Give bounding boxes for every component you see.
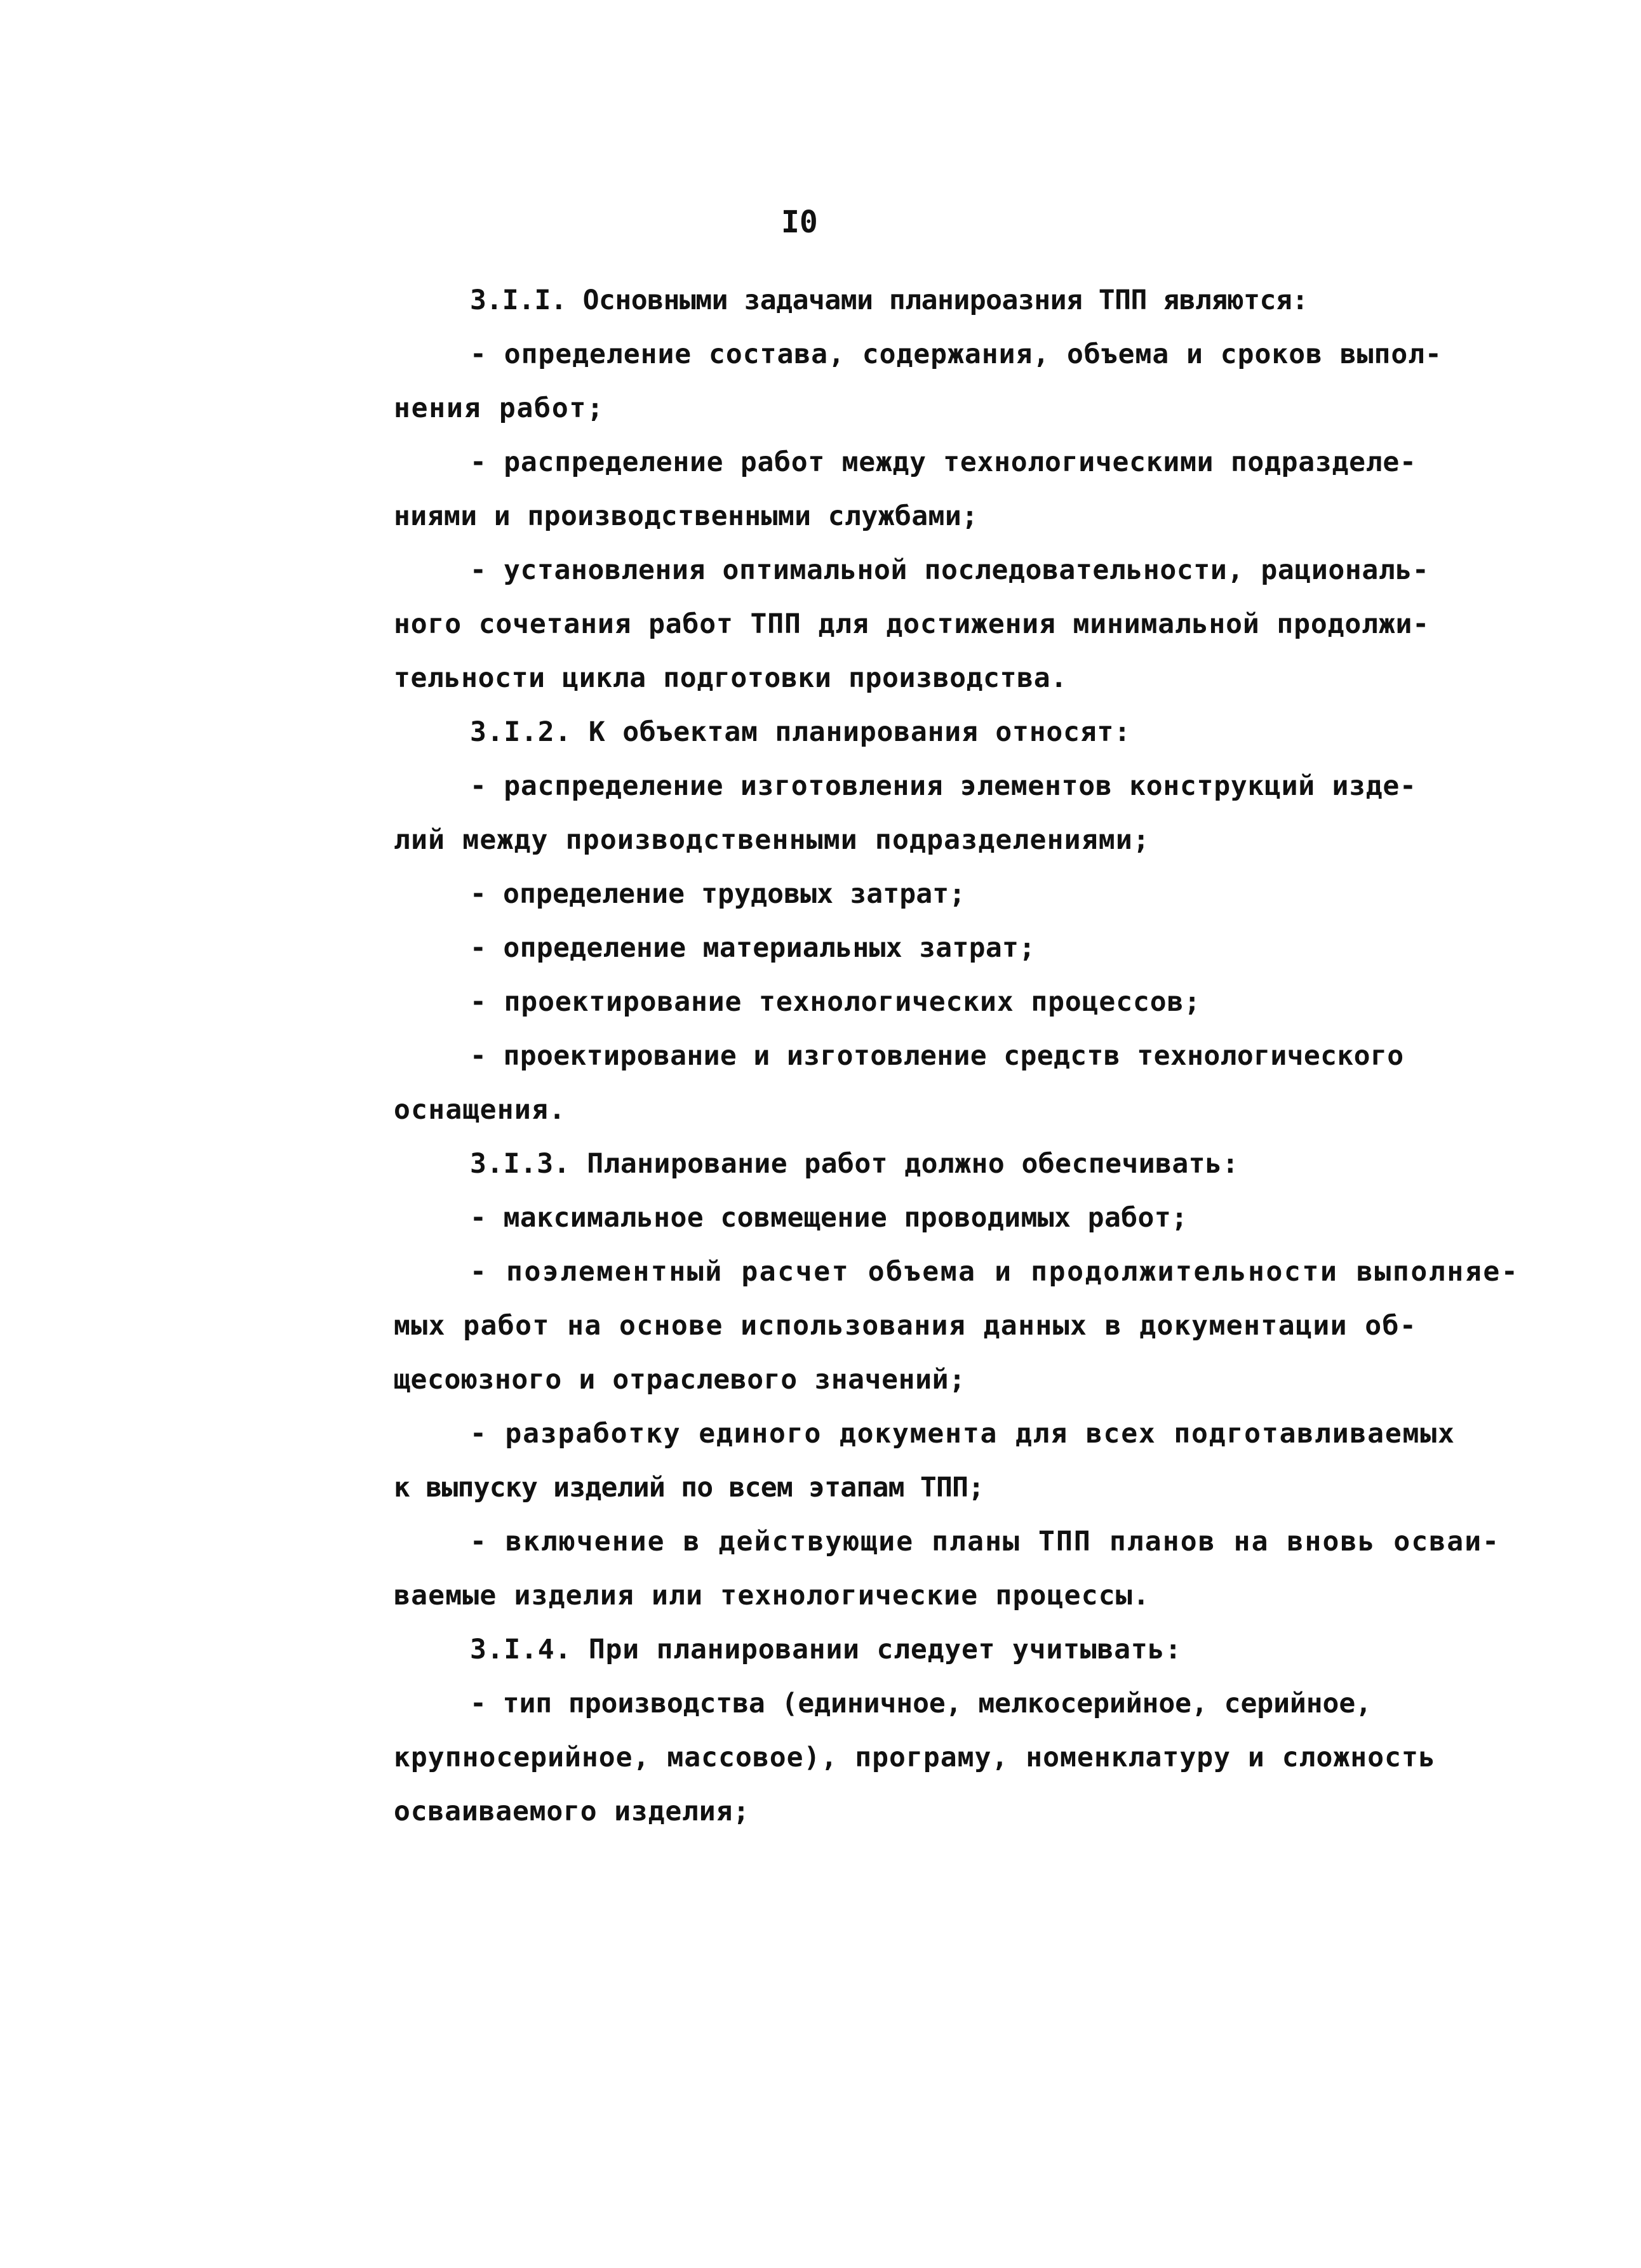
text-line-p311-item-3-line-1: - установления оптимальной последовательности, рациональ- [470, 554, 1430, 586]
text-line-p311-item-2-line-1: - распределение работ между технологическими подразделе- [470, 446, 1417, 478]
text-line-p313-item-4-line-2: ваемые изделия или технологические процессы. [394, 1580, 1150, 1611]
text-line-p312-item-1-line-1: - распределение изготовления элементов конструкций изде- [470, 770, 1417, 802]
text-line-p313-item-3-line-1: - разработку единого документа для всех подготавливаемых [470, 1418, 1456, 1450]
text-line-p312-item-4: - проектирование технологических процессов; [470, 986, 1202, 1018]
text-line-p311-item-1-line-2: нения работ; [394, 392, 605, 424]
text-line-p314-item-1-line-1: - тип производства (единичное, мелкосерийное, серийное, [470, 1688, 1372, 1719]
text-line-p313-item-4-line-1: - включение в действующие планы ТПП планов на вновь осваи- [470, 1526, 1501, 1558]
text-line-p312-item-5-line-1: - проектирование и изготовление средств технологического [470, 1040, 1404, 1072]
text-line-p314-heading: 3.I.4. При планировании следует учитывать: [470, 1634, 1182, 1665]
text-line-p311-item-2-line-2: ниями и производственными службами; [394, 500, 979, 532]
text-line-p313-heading: 3.I.3. Планирование работ должно обеспечивать: [470, 1148, 1239, 1180]
text-line-p314-item-1-line-2: крупносерийное, массовое), програму, номенклатуру и сложность [394, 1742, 1436, 1773]
text-line-p313-item-2-line-2: мых работ на основе использования данных в документации об- [394, 1310, 1417, 1342]
text-line-p313-item-1: - максимальное совмещение проводимых работ; [470, 1202, 1188, 1234]
text-line-p311-item-3-line-3: тельности цикла подготовки производства. [394, 662, 1068, 694]
text-line-p312-item-2: - определение трудовых затрат; [470, 878, 966, 910]
text-line-p313-item-3-line-2: к выпуску изделий по всем этапам ТПП; [394, 1472, 984, 1504]
text-line-p313-item-2-line-1: - поэлементный расчет объема и продолжительности выполняе- [470, 1256, 1520, 1288]
text-line-p312-item-3: - определение материальных затрат; [470, 932, 1036, 964]
page-number: I0 [781, 204, 818, 240]
text-line-p314-item-1-line-3: осваиваемого изделия; [394, 1796, 750, 1827]
text-line-p312-item-1-line-2: лий между производственными подразделениями; [394, 824, 1150, 856]
text-line-p312-heading: 3.I.2. К объектам планирования относят: [470, 716, 1131, 748]
text-line-p313-item-2-line-3: щесоюзного и отраслевого значений; [394, 1364, 966, 1396]
text-line-p311-heading: 3.I.I. Основными задачами планироазния ТПП являются: [470, 284, 1308, 316]
text-line-p311-item-1-line-1: - определение состава, содержания, объема и сроков выпол- [470, 338, 1442, 370]
text-line-p312-item-5-line-2: оснащения. [394, 1094, 566, 1126]
text-line-p311-item-3-line-2: ного сочетания работ ТПП для достижения минимальной продолжи- [394, 608, 1430, 640]
